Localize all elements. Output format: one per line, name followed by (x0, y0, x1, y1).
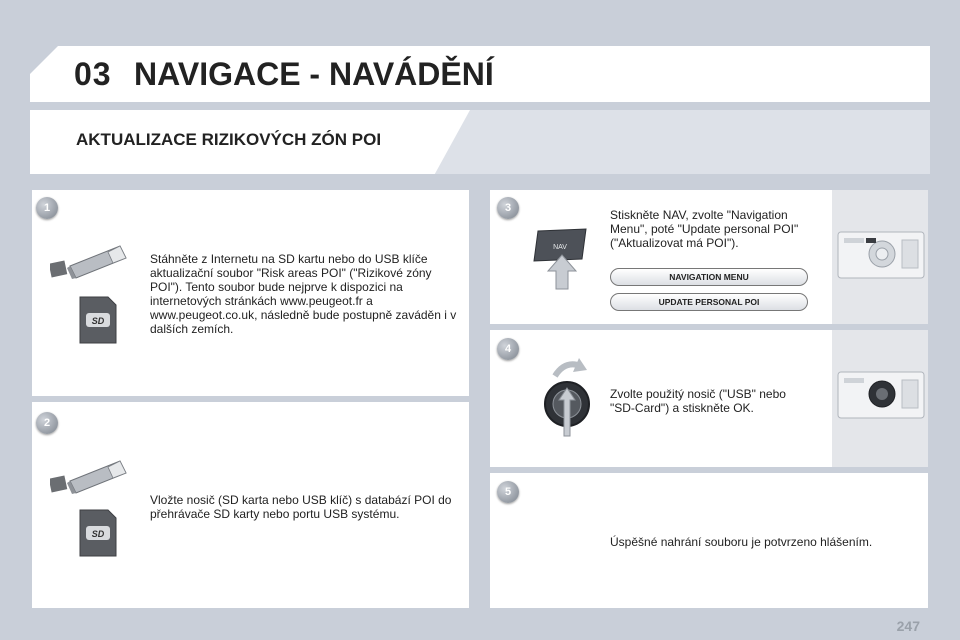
page-number: 247 (896, 618, 920, 634)
step-3-badge: 3 (497, 197, 519, 219)
sd-card-icon (78, 295, 118, 345)
page-title: NAVIGACE - NAVÁDĚNÍ (134, 56, 494, 92)
radio-panel-thumbnail (832, 330, 928, 467)
step-4-text: Zvolte použitý nosič ("USB" nebo "SD-Card") a stiskněte OK. (610, 387, 786, 415)
usb-stick-icon (50, 240, 130, 280)
section-title: AKTUALIZACE RIZIKOVÝCH ZÓN POI (76, 130, 382, 149)
sd-card-label: SD (91, 316, 105, 326)
menu-navigation-menu[interactable]: NAVIGATION MENU (610, 268, 808, 286)
sd-card-label: SD (91, 529, 105, 539)
nav-button-label: NAV (553, 244, 567, 251)
step-3-text: Stiskněte NAV, zvolte "Navigation Menu", poté "Update personal POI" ("Aktualizovat má POI"). (610, 208, 799, 250)
step-2-text: Vložte nosič (SD karta nebo USB klíč) s databází POI do přehrávače SD karty nebo portu USB systému. (150, 493, 452, 521)
radio-unit-icon (832, 190, 928, 324)
radio-unit-icon (832, 330, 928, 467)
step-1-badge: 1 (36, 197, 58, 219)
step-4-badge: 4 (497, 338, 519, 360)
step-5-text: Úspěšné nahrání souboru je potvrzeno hlášením. (610, 535, 873, 549)
step-5-badge: 5 (497, 481, 519, 503)
usb-stick-icon (50, 455, 130, 495)
sd-card-icon (78, 508, 118, 558)
rotary-knob-icon (535, 358, 605, 438)
step-1-text: Stáhněte z Internetu na SD kartu nebo do USB klíče aktualizační soubor "Risk areas POI" ("Rizikové zóny POI"). Tento soubor bude nejprve k dispozici na internetových stránkách www.peugeot.fr a www.peugeot.co.uk, následně bude postupně zaváděn i v dalších zemích. (150, 252, 457, 336)
menu-update-personal-poi[interactable]: UPDATE PERSONAL POI (610, 293, 808, 311)
chapter-number: 03 (74, 56, 112, 92)
step-2-badge: 2 (36, 412, 58, 434)
nav-button-icon (532, 225, 592, 291)
radio-panel-thumbnail (832, 190, 928, 324)
